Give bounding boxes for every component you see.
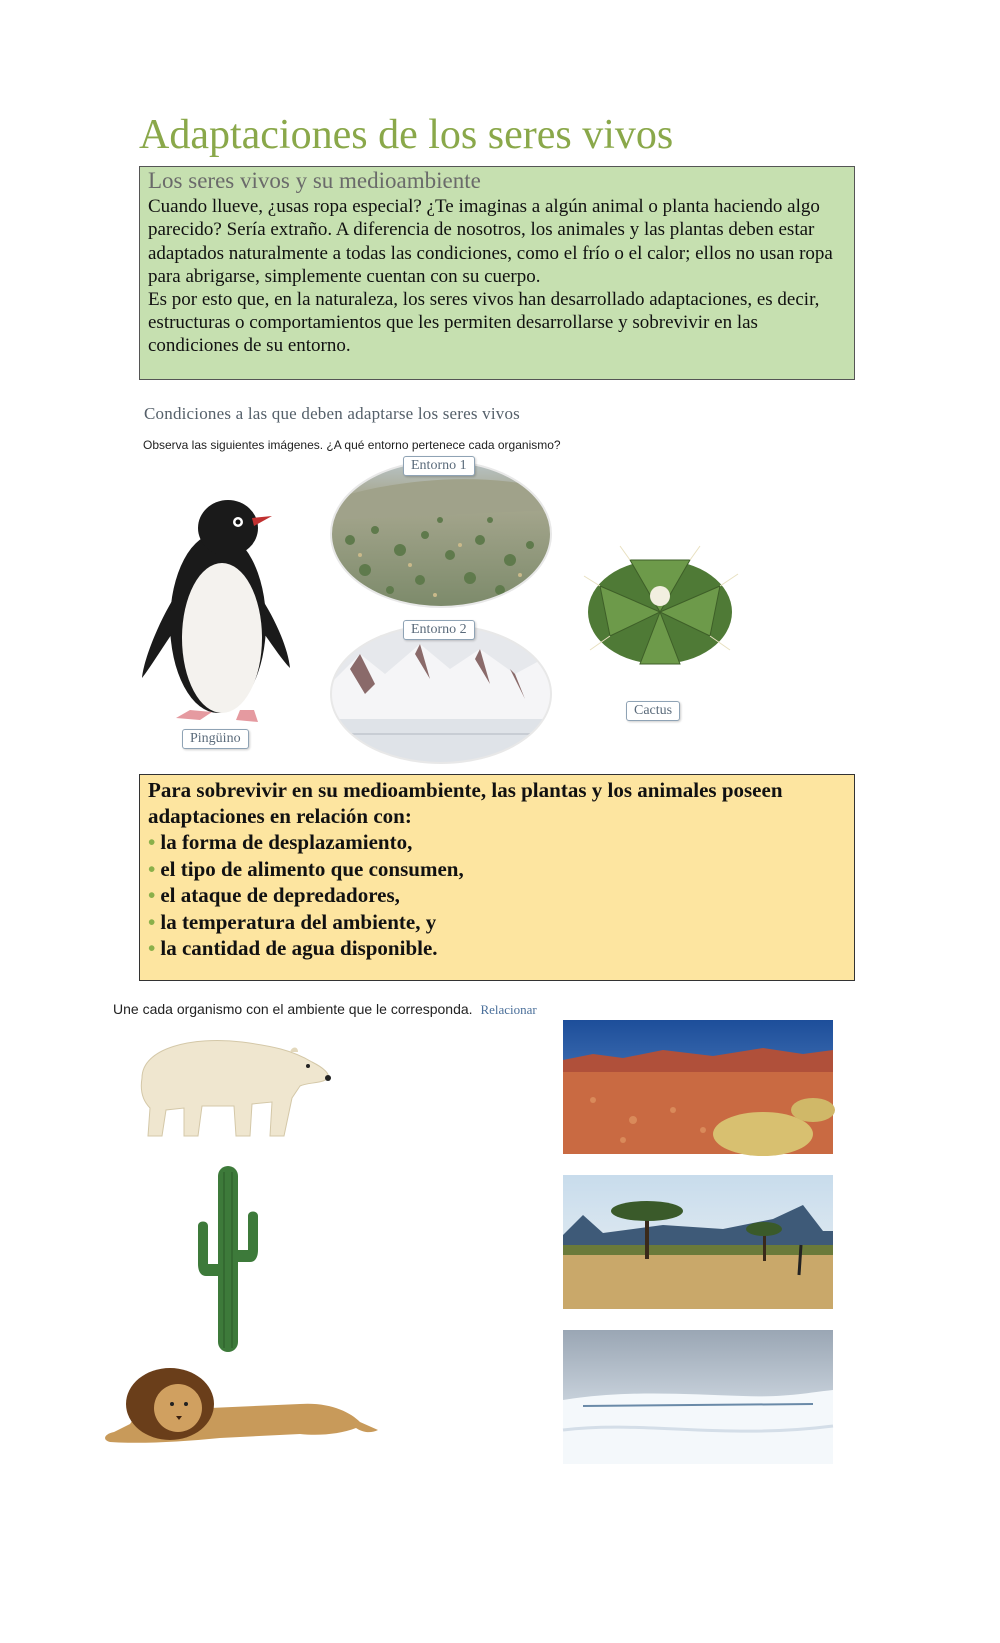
polar-bear-image[interactable] [132,1028,332,1140]
adaptations-intro: Para sobrevivir en su medioambiente, las plantas y los animales poseen adaptaciones en relación con: [148,778,783,828]
penguin-label: Pingüino [182,729,249,749]
bullet-icon: • [148,883,156,907]
bullet-icon: • [148,909,156,934]
page-title: Adaptaciones de los seres vivos [139,112,674,158]
conditions-title: Condiciones a las que deben adaptarse los seres vivos [144,404,521,423]
bullet-icon: • [148,936,156,960]
adaptations-box [139,774,855,981]
environment-2-image [330,624,552,764]
environment-1-label: Entorno 1 [403,456,475,476]
list-item: • la cantidad de agua disponible. [148,936,438,960]
bullet-icon: • [148,830,156,854]
intro-paragraph-2: Es por esto que, en la naturaleza, los seres vivos han desarrollado adaptaciones, es decir, estructuras o comportamientos que les permiten desarrollarse y sobrevivir en las condiciones de su entorno. [148,288,820,357]
relacionar-link[interactable]: Relacionar [480,1002,537,1017]
adaptations-list [148,829,846,962]
cactus-label: Cactus [626,701,680,721]
matching-instruction: Une cada organismo con el ambiente que le corresponda. Relacionar [113,1001,537,1017]
list-item: • la temperatura del ambiente, y [148,909,437,934]
penguin-image [140,498,300,728]
list-item: • el tipo de alimento que consumen, [148,856,464,881]
saguaro-cactus-image[interactable] [196,1166,262,1352]
list-item: • la forma de desplazamiento, [148,830,413,854]
snow-landscape-image[interactable] [563,1330,833,1464]
conditions-instruction: Observa las siguientes imágenes. ¿A qué entorno pertenece cada organismo? [143,438,561,452]
cactus-round-image [580,546,740,666]
bullet-icon: • [148,856,156,881]
environment-1-image [330,460,552,608]
lion-image[interactable] [100,1364,380,1446]
desert-landscape-image[interactable] [563,1020,833,1154]
intro-subtitle: Los seres vivos y su medioambiente [148,168,481,193]
savanna-landscape-image[interactable] [563,1175,833,1309]
intro-box [139,166,855,380]
list-item: • el ataque de depredadores, [148,883,400,907]
intro-paragraph-1: Cuando llueve, ¿usas ropa especial? ¿Te imaginas a algún animal o planta haciendo algo parecido? Sería extraño. A diferencia de nosotros, los animales y las plantas deben estar adaptados naturalmente a todas las condiciones, como el frío o el calor; ellos no usan ropa para abrigarse, simplemente cuentan con su cuerpo. [148,196,833,287]
environment-2-label: Entorno 2 [403,620,475,640]
